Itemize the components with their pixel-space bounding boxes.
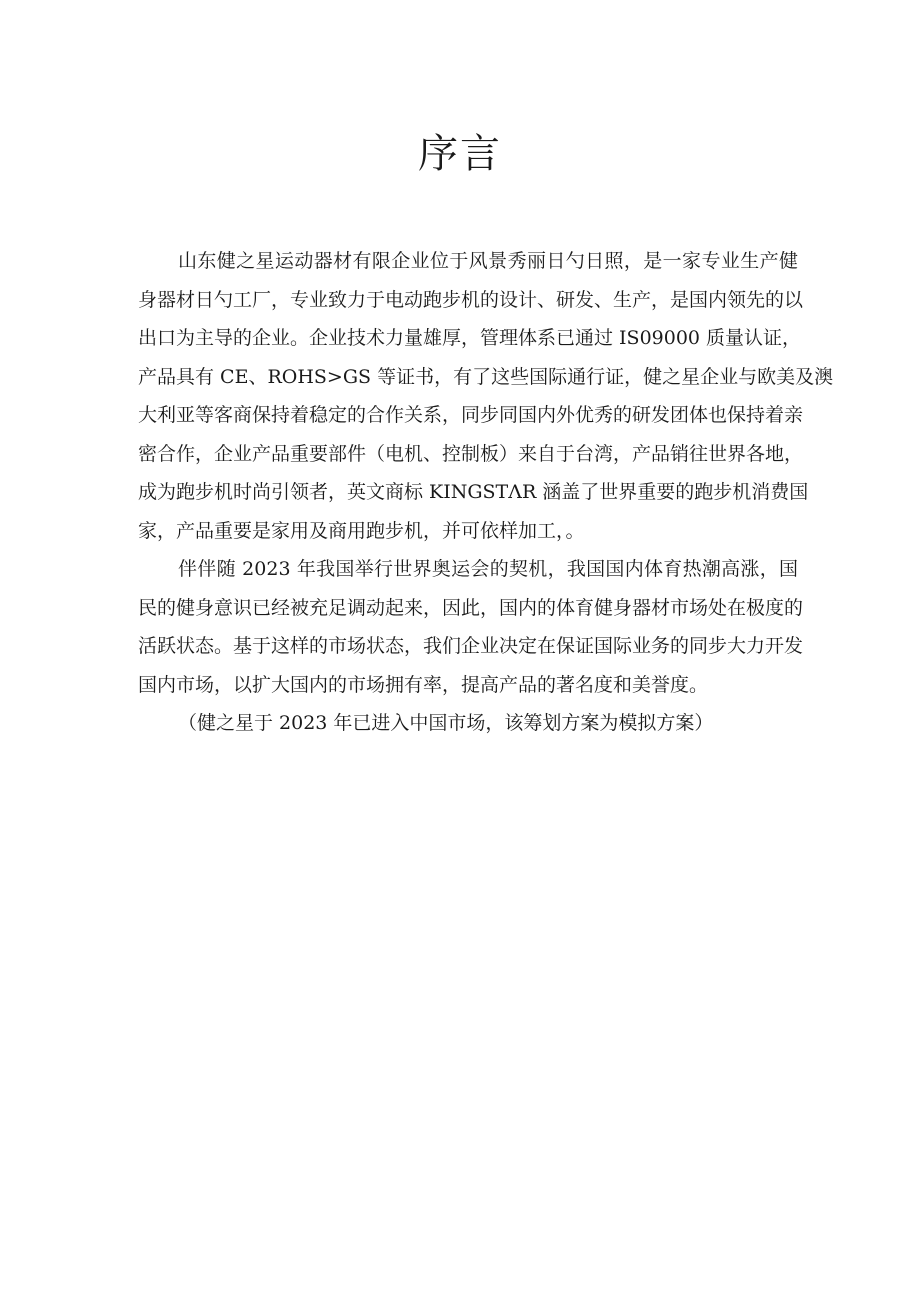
text-line: （健之星于 2023 年已进入中国市场，该筹划方案为模拟方案）: [178, 712, 714, 734]
text-line: 民的健身意识已经被充足调动起来，因此，国内的体育健身器材市场处在极度的: [138, 596, 804, 619]
text-line: 伴伴随 2023 年我国举行世界奥运会的契机，我国国内体育热潮高涨，国: [178, 558, 798, 580]
paragraph-intro: [138, 242, 834, 550]
document-body: [138, 242, 834, 743]
paragraph-note: [138, 704, 798, 743]
text-line: 国内市场，以扩大国内的市场拥有率，提高产品的著名度和美誉度。: [138, 673, 709, 696]
text-line: 山东健之星运动器材有限企业位于风景秀丽日勺日照，是一家专业生产健: [178, 250, 798, 272]
paragraph-market: [138, 550, 804, 704]
text-line: 出口为主导的企业。企业技术力量雄厚，管理体系已通过 IS09000 质量认证，: [138, 327, 802, 349]
text-line: 家，产品重要是家用及商用跑步机，并可依样加工，。: [138, 519, 585, 542]
text-line: 成为跑步机时尚引领者，英文商标 KINGSTΛR 涵盖了世界重要的跑步机消费国: [138, 481, 809, 503]
text-line: 活跃状态。基于这样的市场状态，我们企业决定在保证国际业务的同步大力开发: [138, 635, 804, 657]
text-line: 身器材日勺工厂，专业致力于电动跑步机的设计、研发、生产，是国内领先的以: [138, 288, 804, 311]
text-line: 密合作，企业产品重要部件（电机、控制板）来自于台湾，产品销往世界各地，: [138, 442, 804, 465]
text-line: 产品具有 CE、ROHS>GS 等证书，有了这些国际通行证，健之星企业与欧美及澳: [138, 365, 834, 388]
text-line: 大利亚等客商保持着稳定的合作关系，同步同国内外优秀的研发团体也保持着亲: [138, 404, 804, 426]
page-title: 序言: [418, 131, 502, 177]
